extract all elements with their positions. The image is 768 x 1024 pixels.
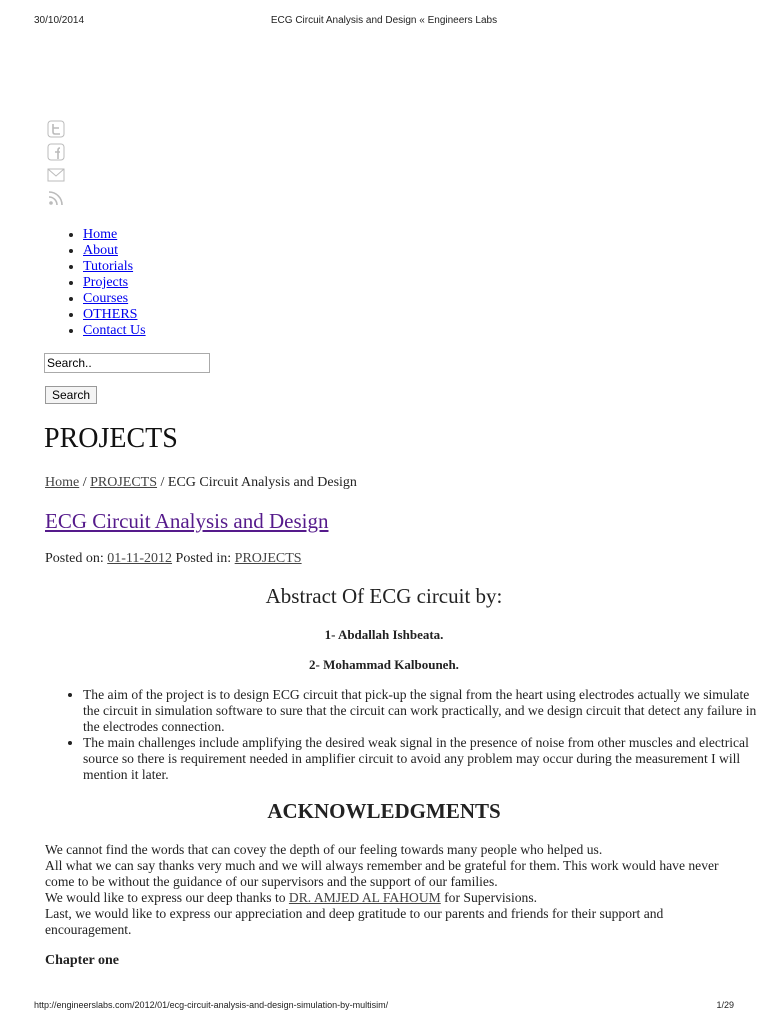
post-category-link[interactable]: PROJECTS [234,551,302,566]
ack-line [45,890,735,906]
breadcrumb-separator: / [79,475,91,490]
breadcrumb [45,475,357,491]
twitter-icon[interactable] [47,120,65,138]
chapter-heading: Chapter one [45,953,120,968]
post-title [45,509,328,534]
rss-icon[interactable] [47,189,65,207]
nav-item-projects [83,275,146,291]
nav-link-tutorials[interactable]: Tutorials [83,259,134,274]
author-line: 1- Abdallah Ishbeata. [324,627,444,642]
nav-item-home [83,227,146,243]
ack-line: We cannot find the words that can covey the depth of our feeling towards many people who helped us. [45,842,603,857]
nav-item-courses [83,291,146,307]
nav-item-others [83,307,146,323]
print-title: ECG Circuit Analysis and Design « Engineers Labs [270,15,498,26]
breadcrumb-projects-link[interactable]: PROJECTS [90,475,158,490]
acknowledgments-text [45,842,735,938]
post-title-link[interactable]: ECG Circuit Analysis and Design [45,509,329,533]
nav-item-contact [83,323,146,339]
search-button[interactable]: Search [45,386,97,404]
page-number: 1/29 [716,1000,734,1010]
breadcrumb-separator: / [157,475,168,490]
ack-line: Last, we would like to express our appreciation and deep gratitude to our parents and friends for their support and encouragement. [45,906,664,937]
breadcrumb-current: ECG Circuit Analysis and Design [167,475,357,490]
ack-text: We would like to express our deep thanks to [45,890,289,905]
ack-line: All what we can say thanks very much and we will always remember and be grateful for them. This work would have never come to be without the guidance of our supervisors and the support of our families. [45,858,719,889]
posted-on-label: Posted on: [45,551,108,566]
ack-text: for Supervisions. [440,890,538,905]
abstract-heading: Abstract Of ECG circuit by: [265,584,503,608]
nav-link-home[interactable]: Home [83,227,118,242]
nav-link-contact[interactable]: Contact Us [83,323,146,338]
nav-link-others[interactable]: OTHERS [83,307,138,322]
facebook-icon[interactable] [47,143,65,161]
main-nav [45,227,146,339]
print-date: 30/10/2014 [34,15,85,26]
nav-link-courses[interactable]: Courses [83,291,129,306]
nav-link-projects[interactable]: Projects [83,275,129,290]
footer-url: http://engineerslabs.com/2012/01/ecg-circuit-analysis-and-design-simulation-by-multisim/ [34,1000,389,1010]
post-meta [45,551,302,567]
nav-item-about [83,243,146,259]
author-line: 2- Mohammad Kalbouneh. [309,657,459,672]
nav-link-about[interactable]: About [83,243,118,258]
search-input[interactable] [44,353,210,373]
post-date-link[interactable]: 01-11-2012 [107,551,173,566]
posted-in-label: Posted in: [172,551,235,566]
page-title: PROJECTS [44,423,178,454]
bullet-item: • The aim of the project is to design ECG circuit that pick-up the signal from the heart using electrodes actually we simulate the circuit in simulation software to sure that the circuit can work practically, and we design circuit that detect any failure in the electrodes connection. [83,687,765,735]
abstract-bullets [45,687,765,783]
bullet-item: • The main challenges include amplifying the desired weak signal in the presence of noise from other muscles and electrical source so there is requirement needed in amplifier circuit to avoid any problem may occur during the measurement I will mention it later. [83,735,765,783]
supervisor-link[interactable]: DR. AMJED AL FAHOUM [288,890,441,905]
nav-item-tutorials [83,259,146,275]
acknowledgments-heading: ACKNOWLEDGMENTS [267,799,501,823]
breadcrumb-home-link[interactable]: Home [45,475,80,490]
social-icons [47,120,65,212]
email-icon[interactable] [47,166,65,184]
